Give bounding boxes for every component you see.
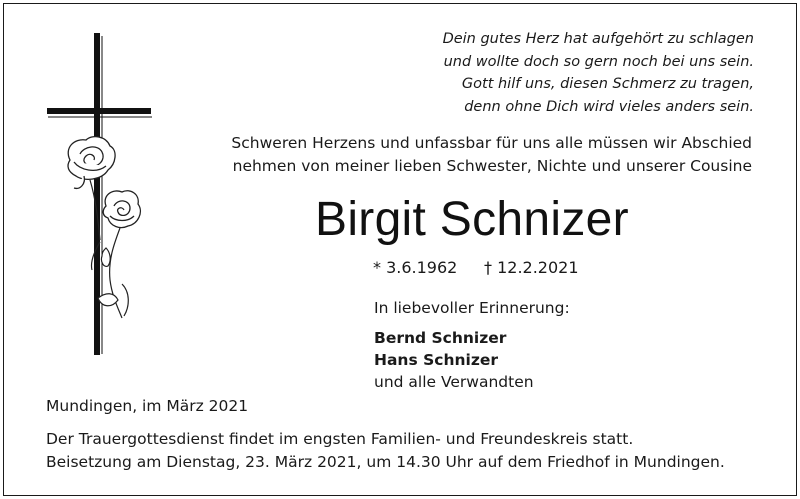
footer-text [46, 428, 725, 474]
poem-line: und wollte doch so gern noch bei uns sein. [443, 53, 754, 70]
mourners [374, 297, 570, 393]
birth-date: * 3.6.1962 [373, 258, 458, 277]
deceased-name: Birgit Schnizer [315, 193, 629, 246]
poem-line: denn ohne Dich wird vieles anders sein. [464, 98, 754, 115]
cross-with-roses-icon [40, 30, 160, 360]
footer-line: Beisetzung am Dienstag, 23. März 2021, um 14.30 Uhr auf dem Friedhof in Mundingen. [46, 453, 725, 471]
mourners-others: und alle Verwandten [374, 373, 534, 391]
poem-line: Gott hilf uns, diesen Schmerz zu tragen, [461, 76, 754, 92]
mourner-name: Bernd Schnizer [374, 329, 507, 347]
mourners-heading: In liebevoller Erinnerung: [374, 299, 570, 317]
poem [434, 28, 754, 118]
death-date: † 12.2.2021 [484, 258, 579, 277]
mourner-name: Hans Schnizer [374, 351, 498, 369]
footer-line: Der Trauergottesdienst findet im engsten Familien- und Freundeskreis statt. [46, 430, 634, 448]
intro-line: Schweren Herzens und unfassbar für uns alle müssen wir Abschied [231, 134, 752, 152]
intro-text [231, 132, 752, 178]
place-date: Mundingen, im März 2021 [46, 397, 249, 415]
intro-line: nehmen von meiner lieben Schwester, Nichte und unserer Cousine [232, 157, 752, 175]
poem-line: Dein gutes Herz hat aufgehört zu schlagen [442, 31, 754, 47]
